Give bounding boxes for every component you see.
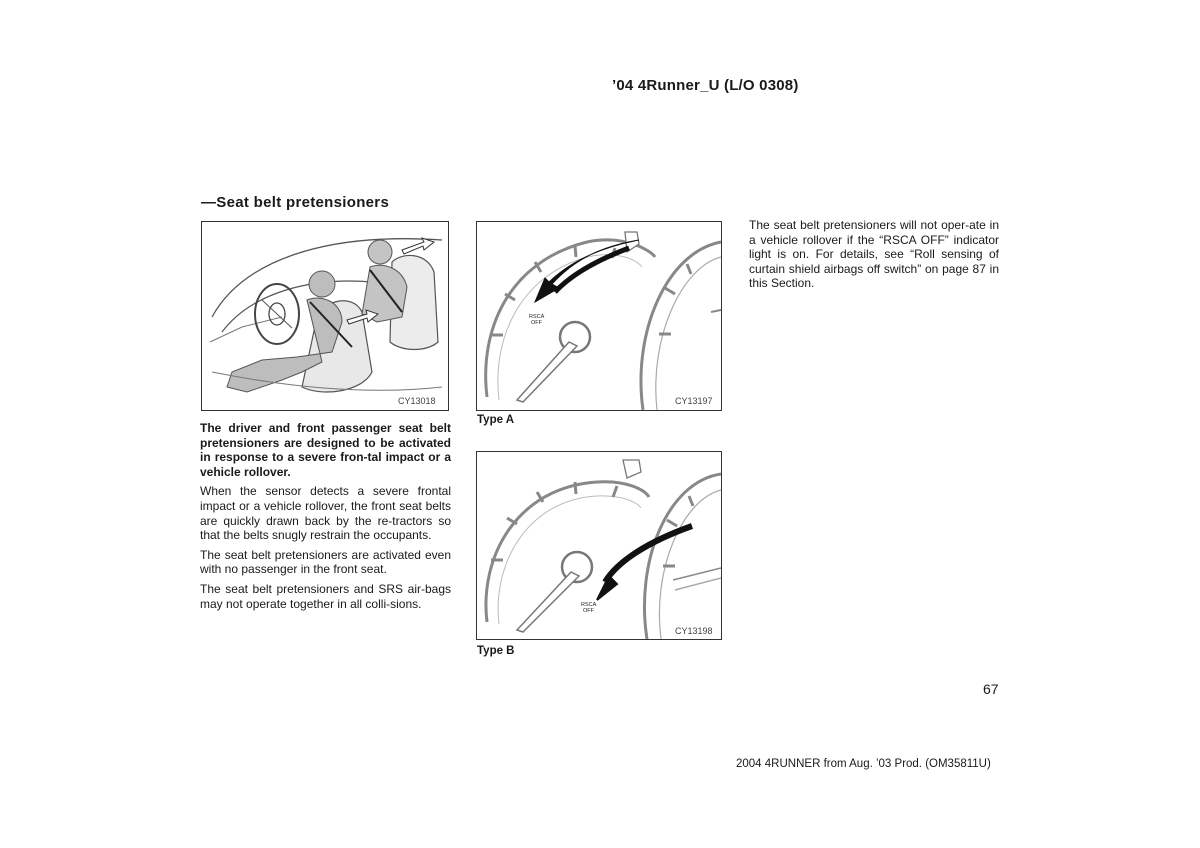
document-header: ’04 4Runner_U (L/O 0308) — [612, 77, 799, 94]
left-column-text — [200, 421, 451, 616]
body-paragraph: The seat belt pretensioners are activated even with no passenger in the front seat. — [200, 547, 451, 577]
page-number: 67 — [983, 681, 999, 697]
gauge-illustration-type-a — [476, 221, 722, 411]
body-paragraph: When the sensor detects a severe frontal impact or a vehicle rollover, the front seat belts are quickly drawn back by the re-tractors so that the belts snugly restrain the occupants. — [200, 484, 451, 543]
rsca-label: RSCA — [581, 602, 597, 608]
document-footer: 2004 4RUNNER from Aug. ’03 Prod. (OM35811U) — [736, 758, 991, 770]
figure-caption-type-a: Type A — [477, 414, 515, 426]
body-paragraph: The seat belt pretensioners and SRS air-bags may not operate together in all colli-sions. — [200, 581, 451, 611]
figure-code: CY13018 — [398, 396, 436, 406]
right-column-text — [749, 218, 999, 296]
figure-caption-type-b: Type B — [477, 645, 515, 657]
gauge-illustration-type-b — [476, 451, 722, 640]
off-label: OFF — [583, 608, 594, 614]
figure-code: CY13197 — [675, 396, 713, 406]
seat-pretensioner-illustration — [201, 221, 449, 411]
off-label: OFF — [531, 320, 542, 326]
figure-code: CY13198 — [675, 626, 713, 636]
lead-paragraph: The driver and front passenger seat belt pretensioners are designed to be activated in response to a severe fron-tal impact or a vehicle rollover. — [200, 421, 451, 479]
rsca-label: RSCA — [529, 314, 545, 320]
body-paragraph: The seat belt pretensioners will not oper-ate in a vehicle rollover if the “RSCA OFF” indicator light is on. For details, see “Roll sensing of curtain shield airbags off switch” on page 87 in this Section. — [749, 218, 999, 291]
section-title: —Seat belt pretensioners — [201, 194, 390, 211]
